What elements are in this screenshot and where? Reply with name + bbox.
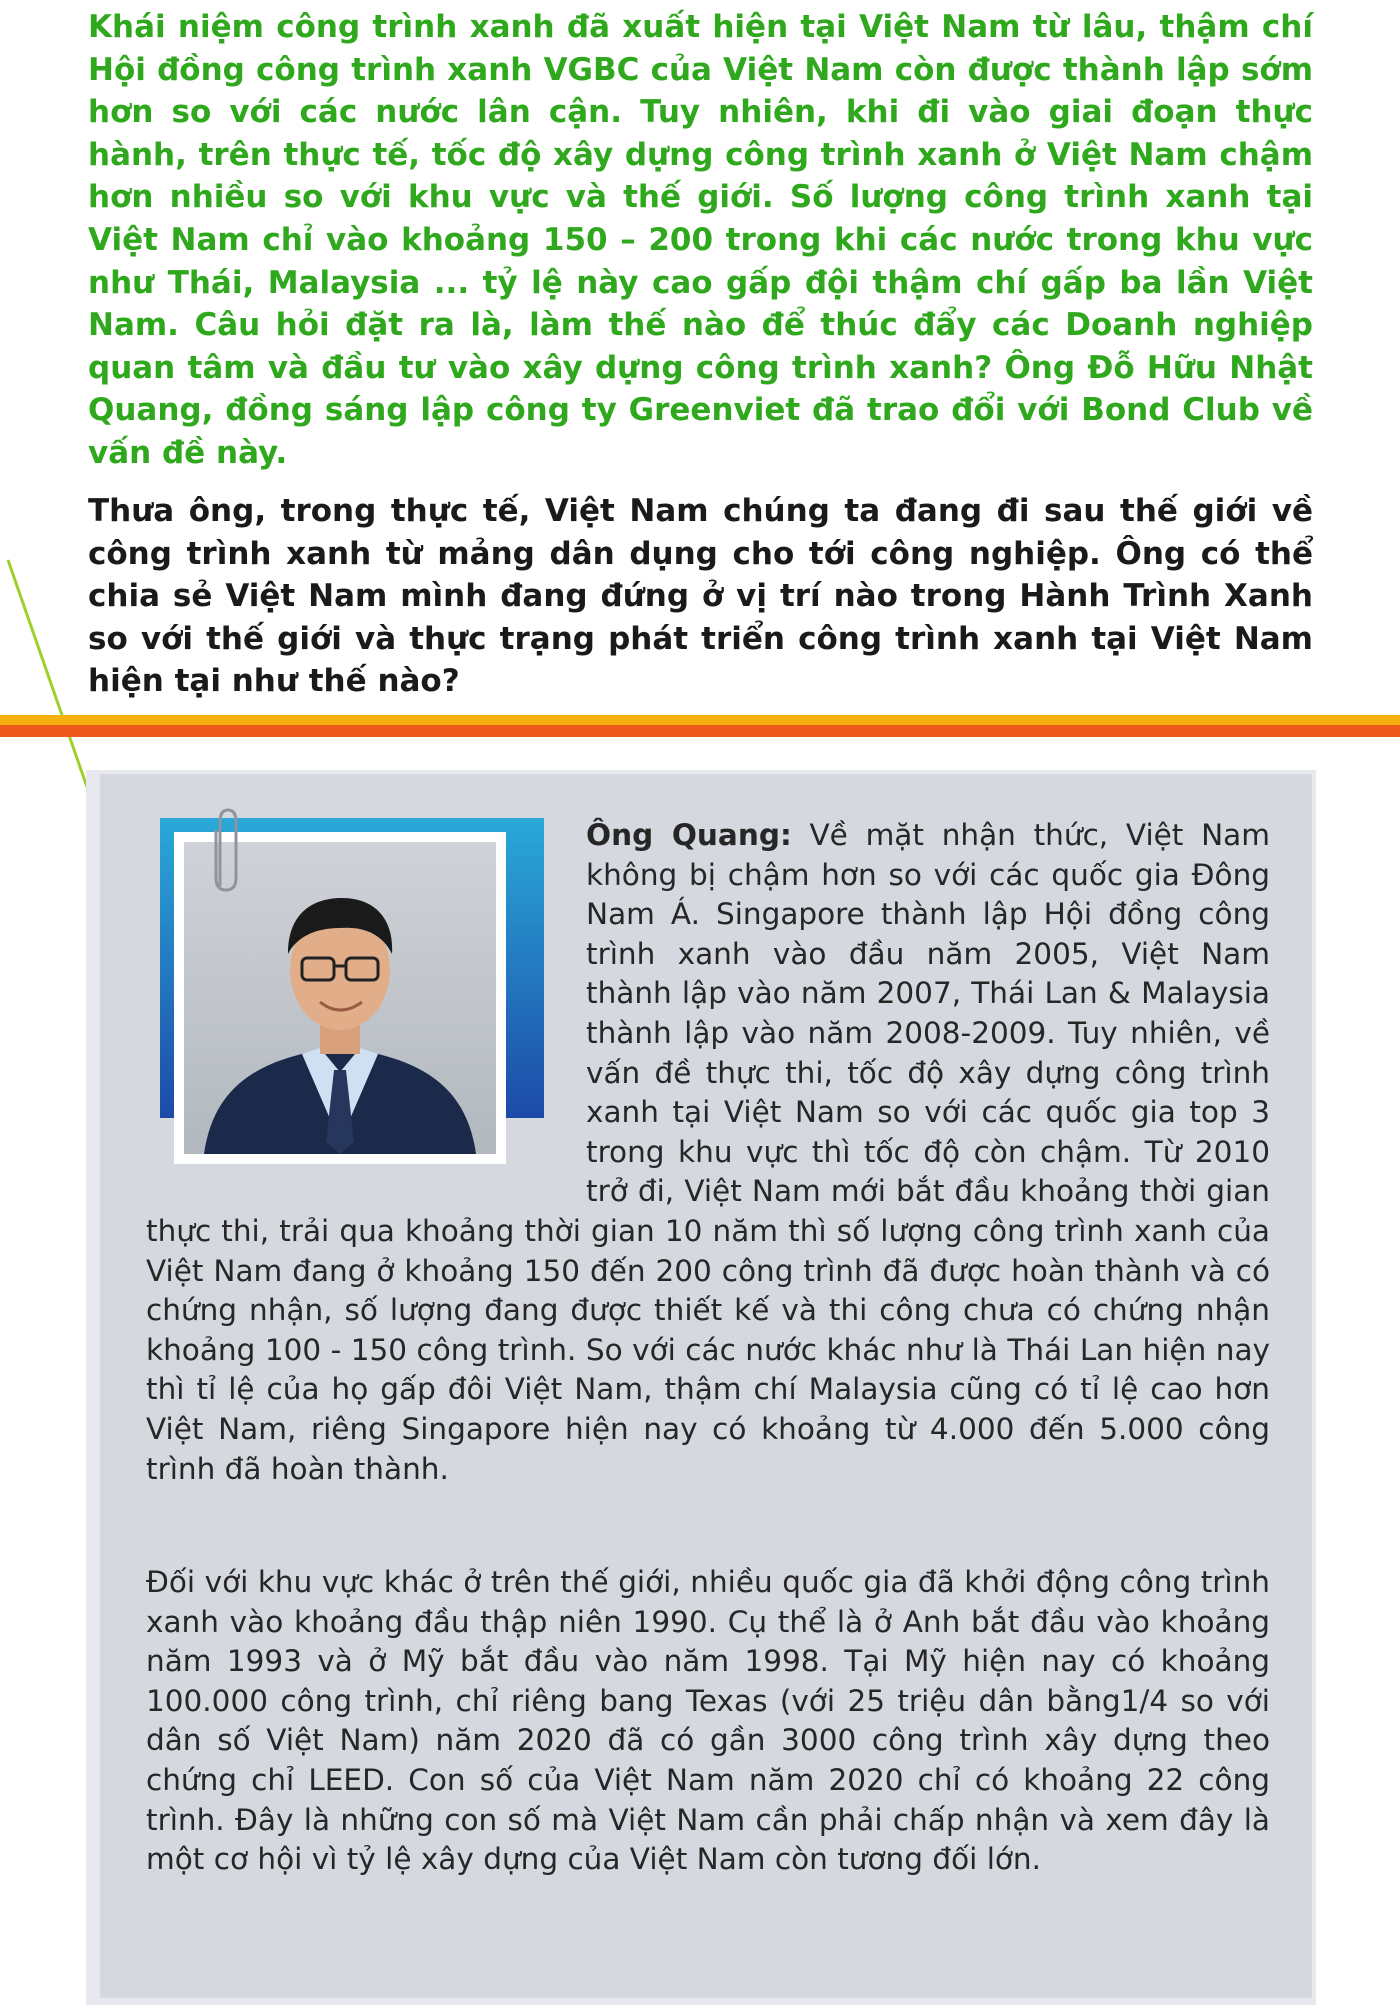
answer-paragraph-2: Đối với khu vực khác ở trên thế giới, nhiều quốc gia đã khởi động công trình xanh vào khoảng đầu thập niên 1990. Cụ thể là ở Anh bắt đầu vào khoảng năm 1993 và ở Mỹ bắt đầu vào năm 1998. Tại Mỹ hiện nay có khoảng 100.000 công trình, chỉ riêng bang Texas (với 25 triệu dân bằng1/4 so với dân số Việt Nam) năm 2020 đã có gần 3000 công trình xây dựng theo chứng chỉ LEED. Con số của Việt Nam năm 2020 chỉ có khoảng 22 công trình. Đây là những con số mà Việt Nam cần phải chấp nhận và xem đây là một cơ hội vì tỷ lệ xây dựng của Việt Nam còn tương đối lớn. [146, 1565, 1270, 1877]
speaker-label: Ông Quang: [586, 818, 792, 852]
answer-text-1: Về mặt nhận thức, Việt Nam không bị chậm hơn so với các quốc gia Đông Nam Á. Singapore thành lập Hội đồng công trình xanh vào đầu năm 2005, Việt Nam thành lập vào năm 2007, Thái Lan & Malaysia thành lập vào năm 2008-2009. Tuy nhiên, về vấn đề thực thi, tốc độ xây dựng công trình xanh tại Việt Nam so với các quốc gia top 3 trong khu vực thì tốc độ còn chậm. Từ 2010 trở đi, Việt Nam mới bắt đầu khoảng thời gian thực thi, trải qua khoảng thời gian 10 năm thì số lượng công trình xanh của Việt Nam đang ở khoảng 150 đến 200 công trình đã được hoàn thành và có chứng nhận, số lượng đang được thiết kế và thi công chưa có chứng nhận khoảng 100 - 150 công trình. So với các nước khác như là Thái Lan hiện nay thì tỉ lệ của họ gấp đôi Việt Nam, thậm chí Malaysia cũng có tỉ lệ cao hơn Việt Nam, riêng Singapore hiện nay có khoảng từ 4.000 đến 5.000 công trình đã hoàn thành. [146, 818, 1270, 1486]
orange-divider-stripe [0, 715, 1400, 737]
interview-question: Thưa ông, trong thực tế, Việt Nam chúng ta đang đi sau thế giới về công trình xanh từ mảng dân dụng cho tới công nghiệp. Ông có thể chia sẻ Việt Nam mình đang đứng ở vị trí nào trong Hành Trình Xanh so với thế giới và thực trạng phát triển công trình xanh tại Việt Nam hiện tại như thế nào? [88, 493, 1313, 700]
intro-paragraph: Khái niệm công trình xanh đã xuất hiện tại Việt Nam từ lâu, thậm chí Hội đồng công trình xanh VGBC của Việt Nam còn được thành lập sớm hơn so với các nước lân cận. Tuy nhiên, khi đi vào giai đoạn thực hành, trên thực tế, tốc độ xây dựng công trình xanh ở Việt Nam chậm hơn nhiều so với khu vực và thế giới. Số lượng công trình xanh tại Việt Nam chỉ vào khoảng 150 – 200 trong khi các nước trong khu vực như Thái, Malaysia ... tỷ lệ này cao gấp đội thậm chí gấp ba lần Việt Nam. Câu hỏi đặt ra là, làm thế nào để thúc đẩy các Doanh nghiệp quan tâm và đầu tư vào xây dựng công trình xanh? Ông Đỗ Hữu Nhật Quang, đồng sáng lập công ty Greenviet đã trao đổi với Bond Club về vấn đề này. [88, 9, 1313, 471]
photo-text-wrap-spacer [146, 816, 586, 1208]
answer-paragraph-1 [146, 816, 1270, 1489]
